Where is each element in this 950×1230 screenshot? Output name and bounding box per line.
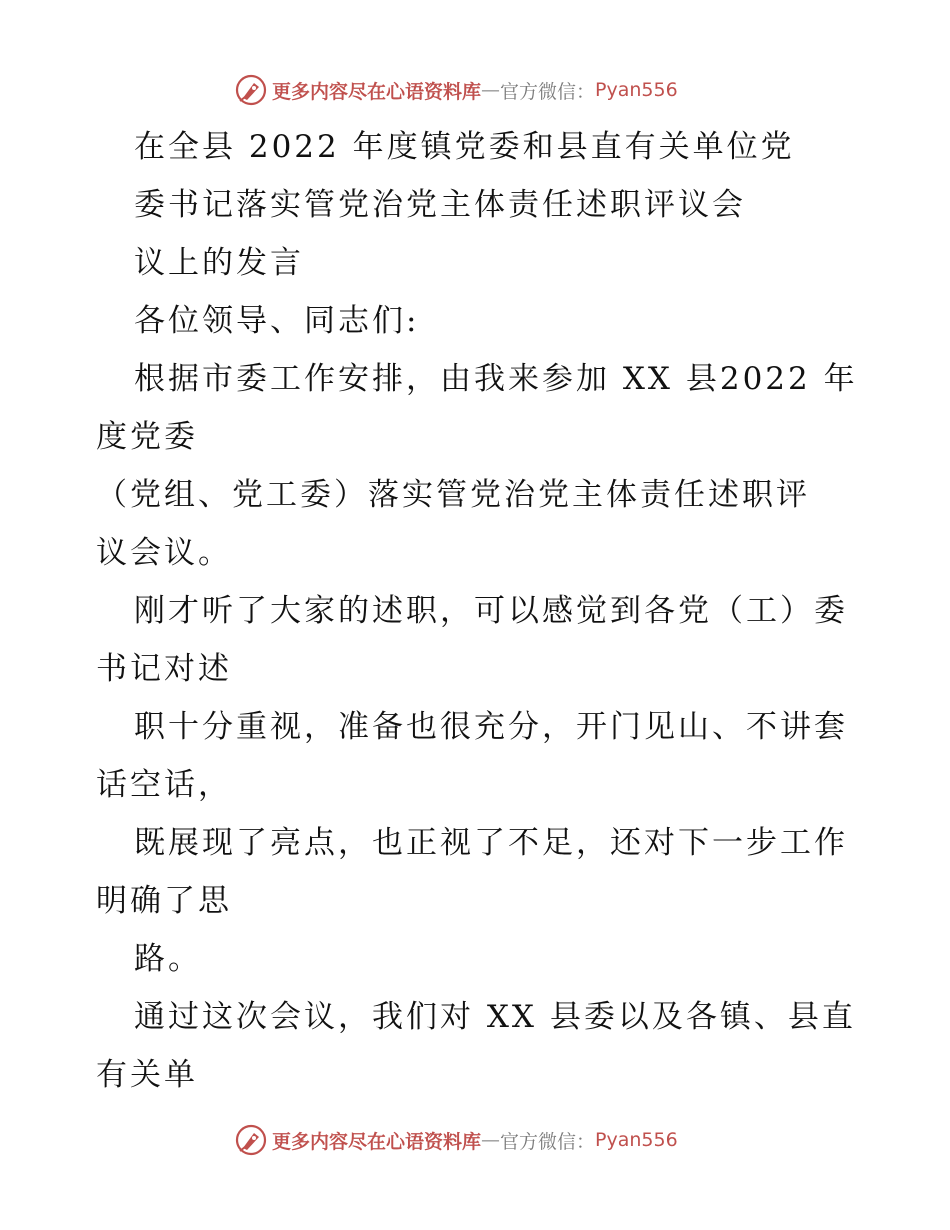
- header-watermark: [234, 72, 678, 108]
- watermark-wechat-id: Pyan556: [595, 1129, 678, 1151]
- paragraph-line: 书记对述: [96, 651, 232, 687]
- paragraph-line: 刚才听了大家的述职，可以感觉到各党（工）委: [134, 593, 848, 629]
- watermark-wechat-id: Pyan556: [595, 79, 678, 101]
- watermark-label: 官方微信：: [500, 80, 596, 103]
- title-line-3: 议上的发言: [134, 245, 304, 281]
- paragraph-line: 既展现了亮点，也正视了不足，还对下一步工作: [134, 825, 848, 861]
- paragraph-line: 根据市委工作安排，由我来参加 XX 县2022 年: [134, 361, 858, 397]
- paragraph-line: 有关单: [96, 1057, 198, 1093]
- watermark-main-text: 更多内容尽在心语资料库: [272, 1130, 482, 1153]
- watermark-label: 官方微信：: [500, 1130, 596, 1153]
- watermark-main-text: 更多内容尽在心语资料库: [272, 80, 482, 103]
- salutation: 各位领导、同志们:: [134, 303, 420, 339]
- watermark-dash: —: [481, 1129, 501, 1151]
- paragraph-line: 通过这次会议，我们对 XX 县委以及各镇、县直: [134, 999, 856, 1035]
- title-line-2: 委书记落实管党治党主体责任述职评议会: [134, 187, 746, 223]
- paragraph-line: 议会议。: [96, 535, 232, 571]
- paragraph-line: （党组、党工委）落实管党治党主体责任述职评: [96, 477, 810, 513]
- pen-nib-icon: [234, 73, 268, 107]
- pen-nib-icon: [234, 1123, 268, 1157]
- paragraph-line: 路。: [134, 941, 202, 977]
- title-line-1: 在全县 2022 年度镇党委和县直有关单位党: [134, 129, 795, 165]
- watermark-dash: —: [481, 79, 501, 101]
- paragraph-line: 度党委: [96, 419, 198, 455]
- paragraph-line: 话空话，: [96, 767, 232, 803]
- paragraph-line: 职十分重视，准备也很充分，开门见山、不讲套: [134, 709, 848, 745]
- footer-watermark: [234, 1122, 678, 1158]
- paragraph-line: 明确了思: [96, 883, 232, 919]
